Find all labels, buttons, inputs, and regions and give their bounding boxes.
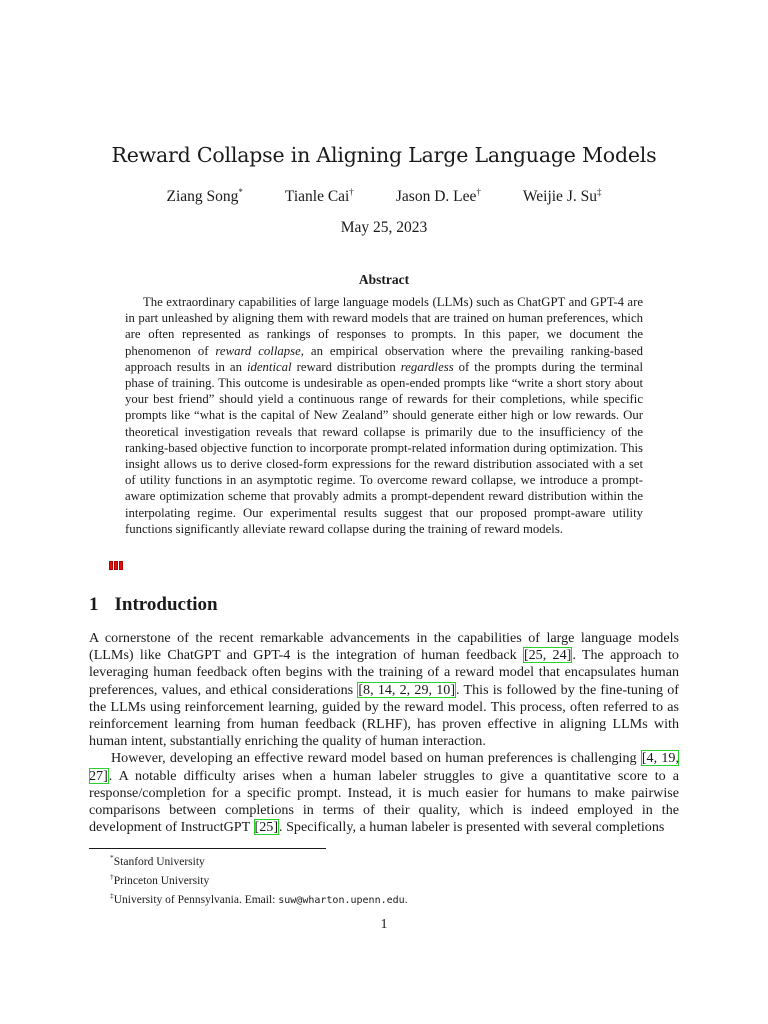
- abstract-emphasis: regardless: [400, 359, 454, 374]
- intro-body: [89, 630, 679, 836]
- author-name: Ziang Song: [166, 188, 239, 205]
- abstract-text: , an empirical observation where the prevailing ranking-based approach results in an: [125, 343, 643, 374]
- affiliation-mark: ‡: [596, 187, 602, 197]
- body-text: . A notable difficulty arises when a human labeler struggles to give a quantitative score to a response/completion for a specific prompt. Instead, it is much easier for humans to make pairwise comparisons between completions in terms of their quality, which is indeed employed in the development of InstructGPT: [89, 767, 679, 836]
- abstract-text: The extraordinary capabilities of large language models (LLMs) such as ChatGPT and GPT-4 are in part unleashed by aligning them with reward models that are trained on human preferences, which are often represented as rankings of responses to prompts. In this paper, we document the phenomenon of: [125, 295, 643, 358]
- author-list: [0, 187, 768, 206]
- abstract-emphasis: reward collapse: [215, 343, 301, 358]
- body-text: . This is followed by the fine-tuning of the LLMs using reinforcement learning, guided by the reward model. This process, often referred to as reinforcement learning from human feedback (RLHF), has proven effective in aligning LLMs with human intent, substantially enriching the quality of human interaction.: [89, 681, 679, 750]
- citation-link[interactable]: [4, 19, 27]: [89, 750, 679, 784]
- author-name: Jason D. Lee: [395, 188, 477, 205]
- author-name: Tianle Cai: [284, 188, 350, 205]
- footnote: [110, 851, 408, 870]
- intro-paragraph: [89, 630, 679, 750]
- abstract-text: of the prompts during the terminal phase of training. This outcome is undesirable as open-ended prompts like “write a short story about your best friend” should yield a continuous range of rewards for their completions, while specific prompts like “what is the capital of New Zealand” should generate either high or low rewards. Our theoretical investigation reveals that reward collapse is primarily due to the insufficiency of the ranking-based objective function to incorporate prompt-related information during optimization. This insight allows us to derive closed-form expressions for the reward distribution associated with a set of utility functions in an asymptotic regime. To overcome reward collapse, we introduce a prompt-aware optimization scheme that provably admits a prompt-dependent reward distribution within the interpolating regime. Our experimental results suggest that our proposed prompt-aware utility functions significantly alleviate reward collapse during the training of reward models.: [125, 359, 644, 536]
- section-number: 1: [89, 594, 99, 615]
- footnote: [110, 870, 408, 889]
- abstract-emphasis: identical: [246, 359, 292, 374]
- author-name: Weijie J. Su: [522, 188, 597, 205]
- affiliation-mark: *: [238, 187, 243, 197]
- author: [285, 187, 354, 206]
- footnote: [110, 889, 408, 909]
- page-number: 1: [380, 917, 388, 932]
- red-marker-icon: [109, 561, 125, 570]
- body-text: A cornerstone of the recent remarkable advancements in the capabilities of large language models (LLMs) like ChatGPT and GPT-4 is the integration of human feedback: [89, 630, 679, 664]
- email-link[interactable]: suw@wharton.upenn.edu: [278, 894, 405, 906]
- author: [167, 187, 243, 206]
- section-title: Introduction: [114, 594, 218, 615]
- footnote-text: University of Pennsylvania. Email:: [113, 893, 279, 906]
- affiliation-mark: †: [349, 187, 354, 197]
- author: [523, 187, 602, 206]
- footnote-text: Stanford University: [113, 856, 205, 868]
- body-text: . The approach to leveraging human feedback often begins with the training of a reward model that encapsulates human preferences, values, and ethical considerations: [89, 647, 679, 698]
- abstract-paragraph: [125, 294, 643, 537]
- body-text: However, developing an effective reward model based on human preferences is challenging: [111, 750, 641, 767]
- footnote-divider: [89, 848, 326, 849]
- footnote-mark: ‡: [110, 890, 114, 900]
- author: [396, 187, 481, 206]
- affiliation-mark: †: [476, 187, 481, 197]
- paper-date: May 25, 2023: [340, 219, 428, 236]
- citation-link[interactable]: [25]: [254, 819, 279, 836]
- footnotes: [110, 851, 408, 908]
- citation-link[interactable]: [25, 24]: [523, 647, 572, 664]
- paper-title: Reward Collapse in Aligning Large Language Models: [111, 143, 657, 167]
- footnote-mark: *: [110, 853, 114, 862]
- citation-link[interactable]: [8, 14, 2, 29, 10]: [358, 681, 456, 698]
- footnote-mark: †: [110, 871, 114, 881]
- abstract-body: [125, 294, 643, 537]
- intro-paragraph: [89, 750, 679, 836]
- footnote-text: .: [404, 893, 408, 906]
- section-heading: [89, 594, 218, 616]
- body-text: . Specifically, a human labeler is presented with several completions: [279, 819, 665, 836]
- abstract-heading: Abstract: [358, 272, 410, 287]
- abstract-text: reward distribution: [291, 359, 401, 374]
- footnote-text: Princeton University: [113, 874, 210, 887]
